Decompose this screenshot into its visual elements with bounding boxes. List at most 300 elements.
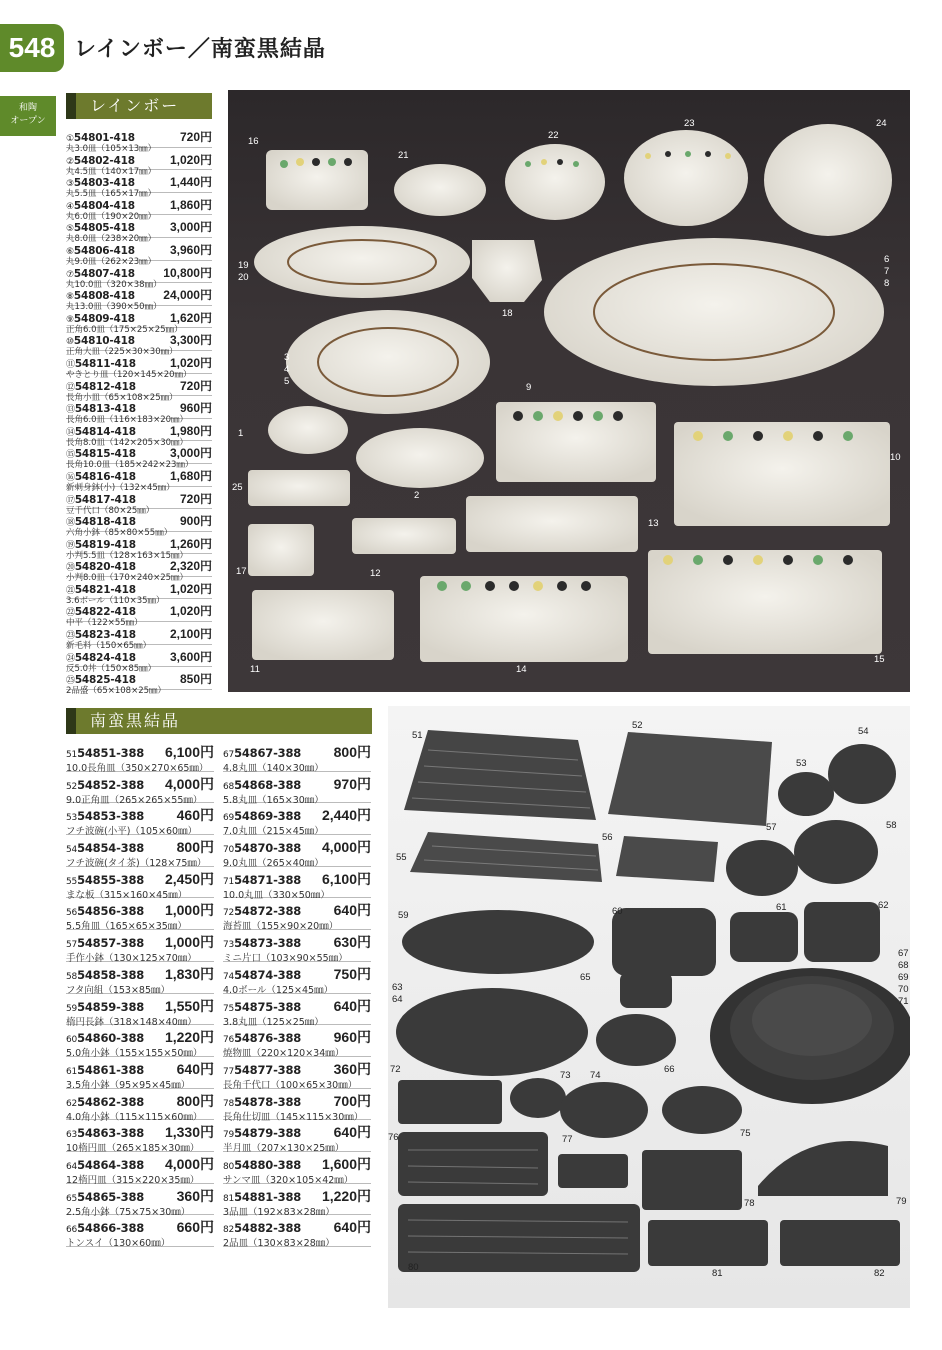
item-number: 74 — [223, 971, 235, 982]
item-number: 52 — [66, 781, 78, 792]
item-description: 新刺身鉢(小)（132×45㎜） — [66, 482, 175, 493]
item-number: 68 — [223, 781, 235, 792]
price-list-item — [223, 772, 371, 804]
item-code-price-row — [66, 1027, 214, 1048]
item-number: ㉑ — [66, 585, 75, 596]
photo2-label: 59 — [398, 910, 409, 921]
section-heading-rainbow: レインボー — [66, 93, 212, 119]
item-code-group — [66, 397, 136, 416]
item-description: やきとり皿（120×145×20㎜） — [66, 369, 192, 380]
item-price: 360円 — [176, 1187, 214, 1204]
item-code: 54852-388 — [77, 777, 145, 792]
price-list-item — [223, 1215, 371, 1250]
item-number: 64 — [66, 1161, 78, 1172]
photo1-label: 4 — [284, 364, 290, 375]
item-number: ㉔ — [66, 653, 75, 664]
item-code: 54820-418 — [74, 561, 136, 574]
photo1-label: 5 — [284, 376, 290, 387]
item-number: ⑨ — [66, 314, 74, 325]
price-list-item — [66, 1184, 214, 1216]
item-number: 63 — [66, 1130, 78, 1141]
photo1-label: 8 — [884, 278, 890, 289]
photo2-label: 51 — [412, 730, 423, 741]
item-number: 69 — [223, 813, 235, 824]
item-description: 丸6.0皿（190×20㎜） — [66, 211, 157, 222]
photo2-label: 63 — [392, 982, 403, 993]
item-price: 1,220円 — [164, 1029, 214, 1046]
item-price: 1,020円 — [169, 152, 212, 167]
price-list-item — [66, 962, 214, 994]
photo2-label: 79 — [896, 1196, 907, 1207]
price-list-item — [66, 125, 212, 154]
item-code: 54863-388 — [77, 1126, 145, 1141]
item-number: 60 — [66, 1035, 78, 1046]
item-number: 78 — [223, 1098, 235, 1109]
item-price: 1,830円 — [164, 965, 214, 982]
item-code: 54856-388 — [77, 904, 145, 919]
item-code: 54858-388 — [77, 967, 145, 982]
item-description: トンスイ（130×60㎜） — [66, 1238, 171, 1250]
price-list-item — [66, 994, 214, 1026]
item-code: 54819-418 — [74, 538, 136, 551]
rainbow-ware-illustration — [228, 90, 910, 692]
item-number: ⑬ — [66, 405, 75, 416]
item-code: 54871-388 — [234, 872, 302, 887]
item-code-group — [223, 869, 301, 890]
item-code: 54811-418 — [74, 357, 136, 370]
item-code-price-row — [66, 996, 214, 1017]
photo2-label: 53 — [796, 758, 807, 769]
item-description: 丸3.0皿（105×13㎜） — [66, 144, 157, 154]
item-number: ⑤ — [66, 224, 74, 235]
photo1-label: 11 — [250, 664, 260, 675]
item-price: 10,800円 — [163, 265, 212, 280]
item-price: 1,620円 — [169, 310, 212, 325]
price-list-item — [223, 1089, 371, 1121]
item-number: 55 — [66, 876, 78, 887]
item-code-price-row — [223, 932, 371, 953]
item-price: 640円 — [333, 997, 371, 1014]
item-code-group — [66, 578, 136, 597]
item-code: 54804-418 — [73, 199, 135, 212]
item-code: 54803-418 — [73, 177, 135, 190]
photo2-label: 71 — [898, 996, 909, 1007]
price-list-item — [66, 1120, 214, 1155]
item-code: 54876-388 — [234, 1031, 302, 1046]
item-code-group — [223, 964, 301, 985]
item-code: 54872-388 — [234, 904, 302, 919]
item-code-price-row — [223, 1186, 371, 1207]
price-list-item — [223, 867, 371, 899]
item-description: 3.6ボール（110×35㎜） — [66, 595, 165, 606]
photo2-label: 70 — [898, 984, 909, 995]
photo2-label: 68 — [898, 960, 909, 971]
item-description: 長角10.0皿（185×242×23㎜） — [66, 460, 194, 471]
photo2-label: 62 — [878, 900, 889, 911]
item-description: フチ波碗(小平)（105×60㎜） — [66, 826, 198, 838]
photo2-label: 75 — [740, 1128, 751, 1139]
photo1-label: 3 — [284, 352, 290, 363]
item-code-group — [223, 1154, 301, 1175]
price-list-item — [66, 930, 214, 965]
item-price: 640円 — [176, 1060, 214, 1077]
item-code-group — [66, 623, 136, 642]
photo1-label: 25 — [232, 482, 243, 493]
photo2-label: 67 — [898, 948, 909, 959]
item-code-price-row — [66, 1091, 214, 1112]
price-list-item — [66, 772, 214, 804]
photo2-label: 73 — [560, 1070, 571, 1081]
item-code: 54851-388 — [77, 746, 145, 760]
item-code: 54877-388 — [234, 1062, 302, 1077]
photo2-label: 76 — [388, 1132, 399, 1143]
item-code: 54817-418 — [74, 493, 136, 506]
price-list-item — [66, 740, 214, 772]
photo2-label: 74 — [590, 1070, 601, 1081]
item-code-group — [223, 837, 301, 858]
item-code-group — [66, 510, 136, 529]
item-price: 960円 — [179, 401, 212, 416]
item-code: 54854-388 — [77, 841, 145, 856]
item-description: 長角千代口（100×65×30㎜） — [223, 1079, 358, 1091]
item-code-group — [66, 329, 135, 348]
photo2-label: 81 — [712, 1268, 723, 1279]
item-description: 9.0丸皿（265×40㎜） — [223, 858, 324, 870]
item-price: 2,450円 — [164, 870, 214, 887]
item-number: 79 — [223, 1130, 235, 1141]
photo1-label: 21 — [398, 150, 409, 161]
item-code-price-row — [223, 996, 371, 1017]
item-description: 5.0角小鉢（155×155×50㎜） — [66, 1048, 203, 1060]
item-number: ② — [66, 156, 74, 167]
photo1-label: 24 — [876, 118, 887, 129]
item-code-price-row — [223, 1122, 371, 1143]
price-list-item — [66, 898, 214, 933]
photo1-label: 17 — [236, 566, 247, 577]
item-code-price-row — [223, 1059, 371, 1080]
item-price: 900円 — [179, 514, 212, 529]
price-list-item — [223, 962, 371, 994]
item-price: 24,000円 — [163, 288, 212, 303]
item-description: 長角6.0皿（116×183×20㎜） — [66, 415, 189, 426]
item-description: 3品皿（192×83×28㎜） — [223, 1206, 335, 1218]
item-description: フタ向組（153×85㎜） — [66, 984, 171, 996]
item-code: 54823-418 — [74, 629, 136, 642]
item-price: 1,020円 — [169, 355, 212, 370]
item-code-group — [223, 805, 301, 826]
item-description: 丸13.0皿（390×50㎜） — [66, 302, 162, 313]
item-description: 長角仕切皿（145×115×30㎜） — [223, 1111, 364, 1123]
photo2-label: 58 — [886, 820, 897, 831]
item-code-price-row — [66, 932, 214, 953]
item-code: 54802-418 — [73, 154, 135, 167]
item-description: 12楕円皿（315×220×35㎜） — [66, 1174, 200, 1186]
item-price: 3,960円 — [169, 242, 212, 257]
item-code-price-row — [223, 964, 371, 985]
item-code-group — [66, 262, 135, 281]
item-number: 70 — [223, 845, 235, 856]
photo2-label: 61 — [776, 902, 787, 913]
item-price: 700円 — [333, 1092, 371, 1109]
item-code-price-row — [66, 1154, 214, 1175]
nanban-price-list-col1 — [66, 740, 214, 1250]
item-number: ⑲ — [66, 540, 75, 551]
item-code-group — [66, 869, 144, 890]
item-code: 54873-388 — [234, 936, 302, 951]
item-code: 54874-388 — [234, 967, 302, 982]
side-tab-line2: オープン — [10, 116, 46, 126]
item-code-price-row — [66, 774, 214, 795]
item-code-group — [66, 171, 135, 190]
item-number: ⑮ — [66, 450, 75, 461]
rainbow-price-list — [66, 125, 212, 697]
item-number: ㉓ — [66, 631, 75, 642]
item-code: 54822-418 — [74, 606, 136, 619]
item-code-group — [66, 805, 144, 826]
item-code-group — [66, 465, 136, 484]
price-list-item — [223, 803, 371, 838]
item-code-group — [66, 194, 135, 213]
item-code-price-row — [66, 805, 214, 826]
item-description: 9.0正角皿（265×265×55㎜） — [66, 794, 203, 806]
photo2-label: 69 — [898, 972, 909, 983]
item-description: 長角小皿（65×108×25㎜） — [66, 392, 178, 403]
item-code-price-row — [66, 1122, 214, 1143]
price-list-item — [223, 1120, 371, 1155]
item-description: 5.5角皿（165×65×35㎜） — [66, 921, 187, 933]
item-code: 54880-388 — [234, 1157, 302, 1172]
price-list-item — [223, 898, 371, 933]
item-code-price-row — [66, 869, 214, 890]
item-code-price-row — [66, 1217, 214, 1238]
item-number: ⑪ — [66, 359, 75, 370]
item-code: 54808-418 — [73, 290, 135, 303]
item-code-group — [66, 600, 136, 619]
item-code-group — [223, 1186, 301, 1207]
item-code-group — [66, 352, 136, 371]
item-number: ⑦ — [66, 269, 74, 280]
item-code-price-row — [66, 900, 214, 921]
item-description: 丸10.0皿（320×38㎜） — [66, 279, 162, 290]
item-number: ① — [66, 134, 74, 144]
item-price: 4,000円 — [321, 839, 371, 856]
price-list-item — [66, 1089, 214, 1121]
section-heading-nanban: 南蛮黒結晶 — [66, 708, 372, 734]
item-code: 54825-418 — [74, 674, 136, 687]
item-code-group — [66, 774, 144, 795]
item-price: 2,440円 — [321, 807, 371, 824]
price-list-item — [223, 1152, 371, 1184]
item-description: フチ波碗(タイ茶)（128×75㎜） — [66, 858, 207, 870]
item-number: ⑫ — [66, 382, 75, 393]
item-code-price-row — [66, 1059, 214, 1080]
item-description: 海苔皿（155×90×20㎜） — [223, 921, 339, 933]
photo2-label: 54 — [858, 726, 869, 737]
photo2-label: 66 — [664, 1064, 675, 1075]
item-price: 1,020円 — [169, 604, 212, 619]
item-number: ⑭ — [66, 427, 75, 438]
item-code: 54853-388 — [77, 809, 145, 824]
item-number: 57 — [66, 940, 78, 951]
item-code-group — [223, 1217, 301, 1238]
item-code-group — [66, 646, 136, 665]
photo1-label: 12 — [370, 568, 381, 579]
item-code-group — [66, 900, 144, 921]
item-description: ミニ片口（103×90×55㎜） — [223, 953, 348, 965]
item-description: 2品盛（65×108×25㎜） — [66, 686, 167, 697]
item-price: 2,100円 — [169, 627, 212, 642]
item-description: 丸8.0皿（238×20㎜） — [66, 234, 157, 245]
item-price: 1,260円 — [169, 536, 212, 551]
item-price: 640円 — [333, 1219, 371, 1236]
photo1-label: 19 — [238, 260, 249, 271]
item-code-group — [66, 1217, 144, 1238]
item-price: 640円 — [333, 902, 371, 919]
item-number: 81 — [223, 1193, 235, 1204]
item-code: 54878-388 — [234, 1094, 302, 1109]
item-price: 3,000円 — [169, 220, 212, 235]
item-description: 10.0長角皿（350×270×65㎜） — [66, 763, 209, 774]
item-number: 53 — [66, 813, 78, 824]
page-title: レインボー／南蛮黒結晶 — [74, 37, 326, 62]
item-code: 54812-418 — [74, 380, 136, 393]
item-code: 54806-418 — [73, 244, 135, 257]
item-number: 80 — [223, 1161, 235, 1172]
item-price: 1,600円 — [321, 1155, 371, 1172]
item-code-group — [66, 284, 135, 303]
item-code-price-row — [66, 837, 214, 858]
item-code: 54861-388 — [77, 1062, 145, 1077]
item-description: 新毛料（150×65㎜） — [66, 641, 152, 652]
item-code: 54862-388 — [77, 1094, 145, 1109]
photo2-label: 64 — [392, 994, 403, 1005]
item-description: 4.0角小鉢（115×115×60㎜） — [66, 1111, 203, 1123]
item-code-price-row — [223, 837, 371, 858]
item-price: 360円 — [333, 1060, 371, 1077]
item-description: サンマ皿（320×105×42㎜） — [223, 1174, 354, 1186]
item-code-price-row — [223, 1027, 371, 1048]
item-code-group — [66, 837, 144, 858]
item-description: 小判5.5皿（128×163×15㎜） — [66, 550, 189, 561]
item-description: 手作小鉢（130×125×70㎜） — [66, 953, 197, 965]
photo1-label: 15 — [874, 654, 885, 665]
item-code-group — [66, 420, 136, 439]
item-price: 720円 — [179, 378, 212, 393]
item-price: 750円 — [333, 965, 371, 982]
item-code: 54869-388 — [234, 809, 302, 824]
item-description: 正角6.0皿（175×25×25㎜） — [66, 324, 183, 335]
item-price: 1,980円 — [169, 423, 212, 438]
item-description: 正角大皿（225×30×30㎜） — [66, 347, 178, 358]
photo1-label: 18 — [502, 308, 513, 319]
item-price: 800円 — [176, 839, 214, 856]
item-code: 54868-388 — [234, 777, 302, 792]
photo1-label: 7 — [884, 266, 890, 277]
item-code-group — [66, 216, 135, 235]
photo1-label: 1 — [238, 428, 244, 439]
item-price: 6,100円 — [164, 744, 214, 760]
photo2-label: 56 — [602, 832, 613, 843]
item-price: 3,300円 — [169, 333, 212, 348]
photo2-label: 78 — [744, 1198, 755, 1209]
price-list-item — [66, 1215, 214, 1250]
item-code-group — [66, 996, 144, 1017]
item-code: 54864-388 — [77, 1157, 145, 1172]
item-number: 51 — [66, 750, 78, 760]
item-number: 61 — [66, 1066, 78, 1077]
item-code: 54882-388 — [234, 1221, 302, 1236]
side-tab — [0, 96, 56, 136]
item-code-group — [66, 126, 135, 145]
photo1-label: 9 — [526, 382, 532, 393]
item-number: 62 — [66, 1098, 78, 1109]
item-code: 54870-388 — [234, 841, 302, 856]
item-description: 丸5.5皿（165×17㎜） — [66, 189, 157, 200]
item-description: 4.8丸皿（140×30㎜） — [223, 763, 324, 774]
item-code: 54810-418 — [73, 335, 135, 348]
item-code-group — [223, 1091, 301, 1112]
item-code-group — [66, 239, 135, 258]
item-price: 1,020円 — [169, 581, 212, 596]
item-price: 1,860円 — [169, 197, 212, 212]
photo2-label: 82 — [874, 1268, 885, 1279]
item-number: ⑯ — [66, 472, 75, 483]
item-code: 54881-388 — [234, 1189, 302, 1204]
item-code: 54879-388 — [234, 1126, 302, 1141]
item-number: ㉒ — [66, 608, 75, 619]
item-code: 54860-388 — [77, 1031, 145, 1046]
item-number: 59 — [66, 1003, 78, 1014]
item-code: 54866-388 — [77, 1221, 145, 1236]
item-description: 反5.0丼（150×85㎜） — [66, 663, 157, 674]
item-description: 半月皿（207×130×25㎜） — [223, 1143, 345, 1155]
photo1-label: 23 — [684, 118, 695, 129]
photo2-label: 80 — [408, 1262, 419, 1273]
item-description: 10楕円皿（265×185×30㎜） — [66, 1143, 200, 1155]
item-description: 楕円長鉢（318×148×40㎜） — [66, 1016, 197, 1028]
item-price: 1,000円 — [164, 934, 214, 951]
item-code-group — [223, 774, 301, 795]
item-number: ⑳ — [66, 563, 75, 574]
item-description: 4.0ボール（125×45㎜） — [223, 984, 334, 996]
item-code: 54875-388 — [234, 999, 302, 1014]
item-price: 720円 — [179, 491, 212, 506]
photo1-label: 6 — [884, 254, 890, 265]
price-list-item — [223, 740, 371, 772]
item-price: 4,000円 — [164, 775, 214, 792]
item-code: 54805-418 — [73, 222, 135, 235]
price-list-item — [66, 1025, 214, 1060]
item-price: 4,000円 — [164, 1155, 214, 1172]
item-number: 67 — [223, 750, 235, 760]
item-price: 6,100円 — [321, 870, 371, 887]
price-list-item — [223, 1057, 371, 1089]
item-number: 75 — [223, 1003, 235, 1014]
item-description: 2品皿（130×83×28㎜） — [223, 1238, 335, 1250]
item-code-group — [66, 307, 135, 326]
item-code-group — [66, 149, 135, 168]
photo2-label: 57 — [766, 822, 777, 833]
item-number: 71 — [223, 876, 235, 887]
item-code: 54815-418 — [74, 448, 136, 461]
item-price: 2,320円 — [169, 559, 212, 574]
item-number: ③ — [66, 179, 74, 190]
item-number: ⑱ — [66, 518, 75, 529]
item-code-price-row — [223, 869, 371, 890]
photo2-label: 77 — [562, 1134, 573, 1145]
item-code-price-row — [66, 964, 214, 985]
photo1-label: 22 — [548, 130, 559, 141]
